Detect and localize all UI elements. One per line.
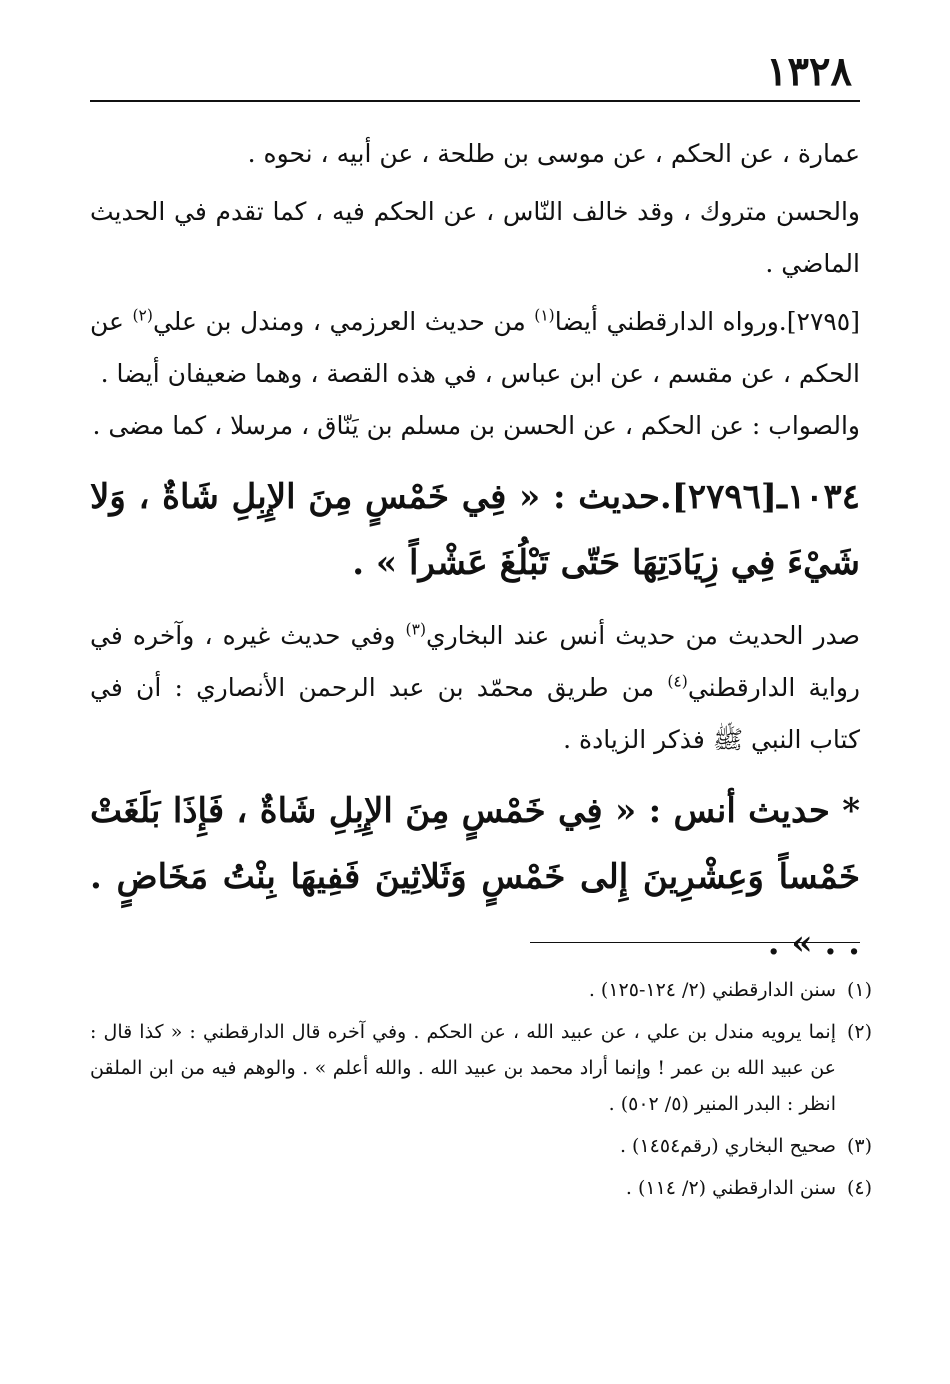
header-rule: [90, 100, 860, 102]
paragraph-5-part-c: من طريق محمّد بن عبد الرحمن الأنصاري : أن في كتاب النبي ﷺ فذكر الزيادة .: [90, 673, 860, 754]
footnote-1-text: سنن الدارقطني (٢/ ١٢٤-١٢٥) .: [588, 979, 836, 1001]
footnote-3-number: (٣): [846, 1135, 872, 1157]
footnotes: [90, 972, 872, 1212]
footnote-2-text: إنما يرويه مندل بن علي ، عن عبيد الله ، عن الحكم . وفي آخره قال الدارقطني : « كذا قال : عن عبيد الله بن عمر ! وإنما أراد محمد بن عبيد الله . والله أعلم » . والوهم فيه من ابن الملقن انظر : البدر المنير (٥/ ٥٠٢) .: [90, 1021, 836, 1115]
footnote-1-number: (١): [846, 979, 872, 1001]
page-number: ١٣٢٨: [766, 48, 852, 95]
footnote-2-number: (٢): [846, 1021, 872, 1043]
paragraph-3-part-a: [٢٧٩٥].ورواه الدارقطني أيضا: [554, 307, 860, 336]
footnote-4-text: سنن الدارقطني (٢/ ١١٤) .: [625, 1177, 836, 1199]
paragraph-5-part-a: صدر الحديث من حديث أنس عند البخاري: [426, 621, 860, 650]
footnote-3: [90, 1128, 872, 1164]
footnote-ref-4: (٤): [667, 672, 688, 691]
footnote-2: [90, 1014, 872, 1122]
paragraph-2: والحسن متروك ، وقد خالف النّاس ، عن الحكم فيه ، كما تقدم في الحديث الماضي .: [90, 197, 860, 278]
footnote-4: [90, 1170, 872, 1206]
paragraph-5: [90, 610, 860, 766]
footnote-4-number: (٤): [846, 1177, 872, 1199]
footnote-ref-1: (١): [534, 306, 555, 325]
footnote-ref-2: (٢): [132, 306, 153, 325]
main-text: [90, 128, 860, 990]
paragraph-5-part-b: وفي حديث غيره ، وآخره في رواية الدارقطني: [90, 621, 860, 702]
paragraph-3-part-b: من حديث العرزمي ، ومندل بن علي: [152, 307, 535, 336]
paragraph-3: [90, 296, 860, 400]
hadith-heading-1034: ١٠٣٤ـ[٢٧٩٦].حديث : « فِي خَمْسٍ مِنَ الإِبِلِ شَاةٌ ، وَلا شَيْءَ فِي زِيَادَتِهَا حَتّى تَبْلُغَ عَشْراً » .: [90, 477, 860, 583]
paragraph-1: عمارة ، عن الحكم ، عن موسى بن طلحة ، عن أبيه ، نحوه .: [247, 139, 860, 168]
paragraph-3-part-c: عن الحكم ، عن مقسم ، عن ابن عباس ، في هذه القصة ، وهما ضعيفان أيضا .: [90, 307, 860, 388]
footnote-3-text: صحيح البخاري (رقم١٤٥٤) .: [619, 1135, 836, 1157]
paragraph-4: والصواب : عن الحكم ، عن الحسن بن مسلم بن يَنّاق ، مرسلا ، كما مضى .: [92, 411, 860, 440]
footnote-ref-3: (٣): [405, 620, 426, 639]
footnote-rule: [530, 942, 860, 943]
footnote-1: [90, 972, 872, 1008]
hadith-heading-anas: * حديث أنس : « فِي خَمْسٍ مِنَ الإِبِلِ شَاةٌ ، فَإِذَا بَلَغَتْ خَمْساً وَعِشْرِينَ إِلى خَمْسٍ وَثَلاثِينَ فَفِيهَا بِنْتُ مَخَاضٍ . . . » .: [90, 791, 860, 963]
